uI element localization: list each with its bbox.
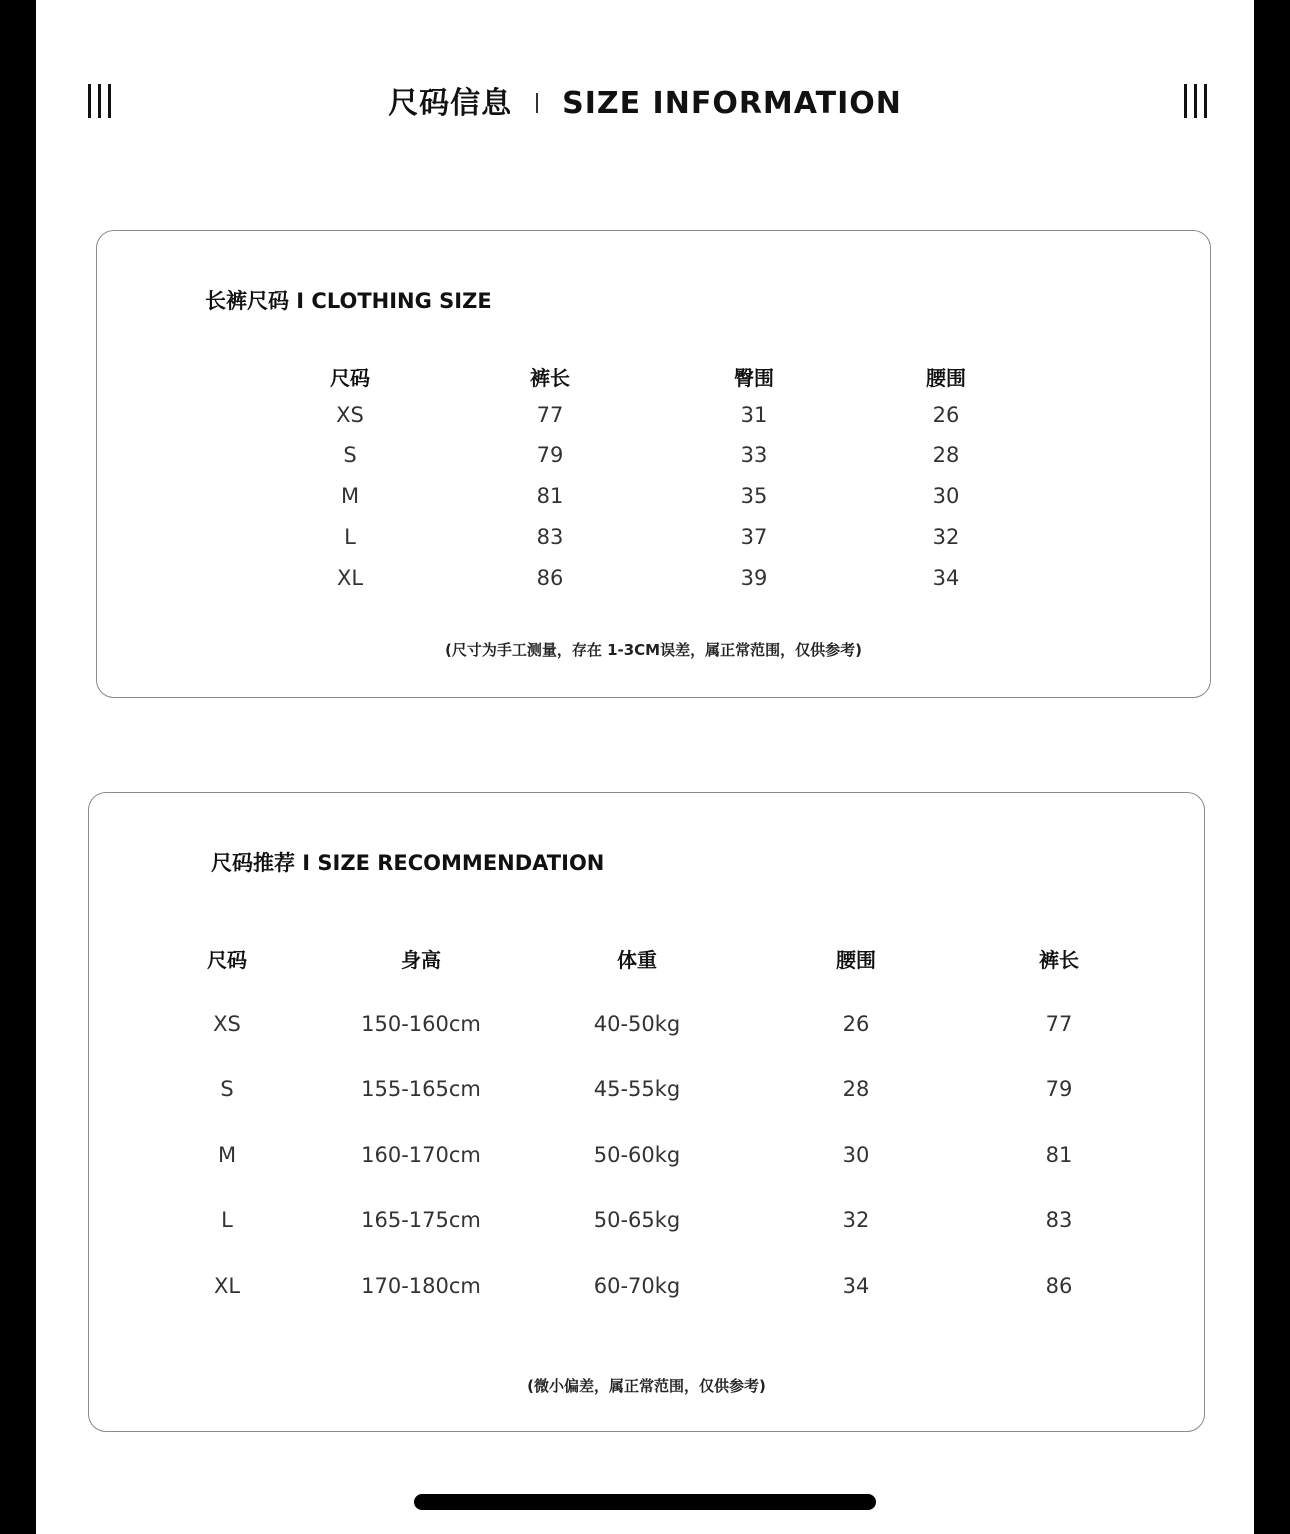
- clothing-size-table-cell: XS: [336, 403, 364, 427]
- size-recommendation-column-header: 腰围: [836, 948, 876, 972]
- clothing-size-table-cell: 77: [536, 403, 564, 427]
- clothing-size-table-cell: XL: [336, 566, 364, 590]
- size-recommendation-table-cell: 50-65kg: [593, 1208, 681, 1232]
- clothing-size-table-cell: S: [343, 443, 357, 467]
- clothing-size-table-cell: 31: [740, 403, 768, 427]
- clothing-size-column-header: 腰围: [926, 366, 966, 390]
- page: [36, 0, 1254, 1534]
- size-recommendation-table-cell: 170-180cm: [361, 1274, 481, 1298]
- page-title: [36, 78, 1254, 122]
- clothing-size-table-cell: 86: [536, 566, 564, 590]
- clothing-size-table-cell: M: [340, 484, 360, 508]
- size-recommendation-table-cell: 30: [842, 1143, 870, 1167]
- size-recommendation-table-cell: XL: [213, 1274, 241, 1298]
- clothing-size-table-cell: 34: [932, 566, 960, 590]
- size-recommendation-title: 尺码推荐 I SIZE RECOMMENDATION: [211, 851, 605, 875]
- size-recommendation-card: [88, 792, 1205, 1432]
- clothing-size-table-cell: 37: [740, 525, 768, 549]
- size-recommendation-table-cell: 60-70kg: [593, 1274, 681, 1298]
- size-recommendation-table-cell: 77: [1045, 1012, 1073, 1036]
- size-recommendation-column-header: 体重: [617, 948, 657, 972]
- page-title-en: SIZE INFORMATION: [562, 86, 902, 121]
- size-recommendation-table-cell: 50-60kg: [593, 1143, 681, 1167]
- size-recommendation-table-cell: 45-55kg: [593, 1077, 681, 1101]
- clothing-size-column-header: 裤长: [530, 366, 570, 390]
- size-recommendation-table-cell: L: [221, 1208, 233, 1232]
- size-recommendation-table-cell: 86: [1045, 1274, 1073, 1298]
- page-title-cn: 尺码信息: [388, 86, 513, 121]
- clothing-size-table-cell: 35: [740, 484, 768, 508]
- clothing-size-table-cell: L: [344, 525, 356, 549]
- size-recommendation-table-cell: 81: [1045, 1143, 1073, 1167]
- size-recommendation-table-cell: 155-165cm: [361, 1077, 481, 1101]
- size-recommendation-column-header: 裤长: [1039, 948, 1079, 972]
- size-recommendation-table-cell: 165-175cm: [361, 1208, 481, 1232]
- clothing-size-table-cell: 39: [740, 566, 768, 590]
- title-separator: [536, 93, 538, 113]
- clothing-size-table-cell: 30: [932, 484, 960, 508]
- size-recommendation-table-cell: 28: [842, 1077, 870, 1101]
- size-recommendation-table-cell: 83: [1045, 1208, 1073, 1232]
- size-recommendation-note: (微小偏差，属正常范围，仅供参考): [527, 1377, 766, 1395]
- clothing-size-table-cell: 28: [932, 443, 960, 467]
- size-recommendation-table-cell: 160-170cm: [361, 1143, 481, 1167]
- clothing-size-table-cell: 32: [932, 525, 960, 549]
- size-recommendation-table-cell: XS: [213, 1012, 241, 1036]
- size-recommendation-table-cell: 34: [842, 1274, 870, 1298]
- size-recommendation-table-cell: 150-160cm: [361, 1012, 481, 1036]
- clothing-size-column-header: 臀围: [734, 366, 774, 390]
- clothing-size-note: (尺寸为手工测量，存在 1-3CM误差，属正常范围，仅供参考): [445, 641, 862, 659]
- clothing-size-table-cell: 33: [740, 443, 768, 467]
- size-recommendation-table-cell: 32: [842, 1208, 870, 1232]
- size-recommendation-table-cell: 40-50kg: [593, 1012, 681, 1036]
- clothing-size-table-cell: 81: [536, 484, 564, 508]
- clothing-size-table-cell: 79: [536, 443, 564, 467]
- clothing-size-table-cell: 26: [932, 403, 960, 427]
- size-recommendation-table-cell: 79: [1045, 1077, 1073, 1101]
- size-recommendation-table-cell: 26: [842, 1012, 870, 1036]
- menu-bars-icon: [1184, 84, 1207, 118]
- clothing-size-table-cell: 83: [536, 525, 564, 549]
- size-recommendation-column-header: 尺码: [207, 948, 247, 972]
- clothing-size-card: [96, 230, 1211, 698]
- clothing-size-column-header: 尺码: [330, 366, 370, 390]
- clothing-size-title: 长裤尺码 I CLOTHING SIZE: [205, 289, 492, 313]
- size-recommendation-table-cell: M: [217, 1143, 237, 1167]
- size-recommendation-table-cell: S: [220, 1077, 234, 1101]
- home-indicator[interactable]: [414, 1494, 876, 1510]
- size-recommendation-column-header: 身高: [401, 948, 441, 972]
